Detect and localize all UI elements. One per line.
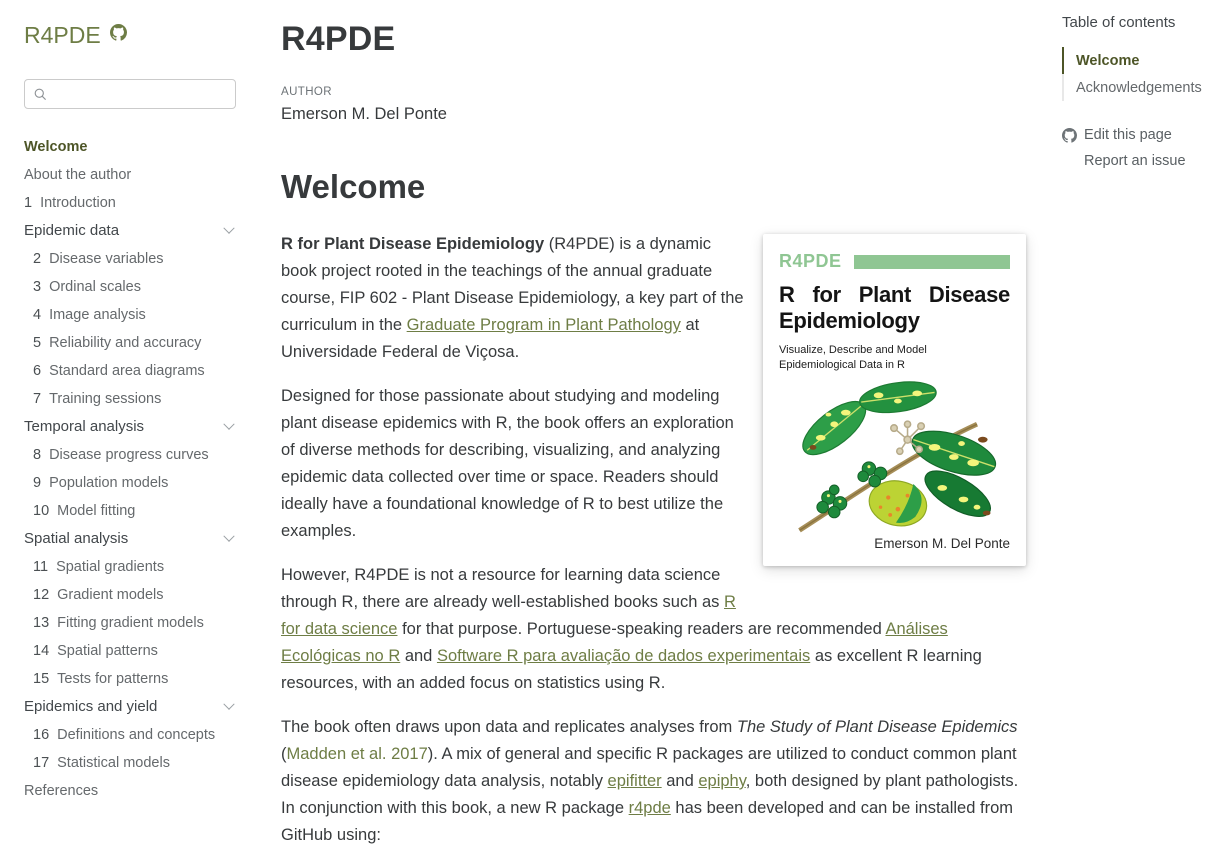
toc-link-edit-this-page[interactable] [1062,127,1214,143]
chapter-number: 13 [33,615,50,631]
github-icon [1062,128,1077,143]
chapter-number: 8 [33,447,42,463]
search-input[interactable] [54,86,226,102]
sidebar-item-definitions-and-concepts[interactable] [24,727,236,743]
text-segment: R for Plant Disease Epidemiology [281,235,545,253]
sidebar-item-label: Reliability and accuracy [49,335,202,351]
sidebar-item-population-models[interactable] [24,475,236,491]
sidebar-item-spatial-analysis[interactable] [24,531,236,547]
table-of-contents [1062,14,1214,179]
toc-item-welcome[interactable]: Welcome [1062,47,1214,74]
text-segment: The book often draws upon data and replicates analyses from [281,718,737,736]
sidebar-item-label: Disease variables [49,251,164,267]
sidebar-item-epidemic-data[interactable] [24,223,236,239]
sidebar-item-label: Welcome [24,139,88,155]
text-segment: The Study of Plant Disease Epidemics [736,718,1018,736]
text-segment: , both designed by plant pathologists. In conjunction with this book, a new R package [281,772,1019,817]
toc-item-acknowledgements[interactable]: Acknowledgements [1062,74,1214,101]
sidebar-item-image-analysis[interactable] [24,307,236,323]
sidebar-item-standard-area-diagrams[interactable] [24,363,236,379]
text-segment: has been developed and can be installed from GitHub using: [281,799,1013,844]
sidebar-item-label: Training sessions [49,391,162,407]
sidebar-item-label: Spatial analysis [24,530,129,547]
sidebar-item-label: Epidemics and yield [24,698,158,715]
sidebar-item-label: Standard area diagrams [49,363,205,379]
sidebar-item-spatial-patterns[interactable] [24,643,236,659]
sidebar-item-label: Temporal analysis [24,418,145,435]
chapter-number: 4 [33,307,42,323]
author-label: AUTHOR [281,86,332,98]
chapter-number: 6 [33,363,42,379]
sidebar-item-statistical-models[interactable] [24,755,236,771]
text-segment: Designed for those passionate about studying and modeling plant disease epidemics with R, the book offers an exploration of diverse methods for describing, visualizing, and analyzing epidemic data collected over time or space. Readers should ideally have a foundational knowledge of R to best utilize the examples. [281,387,734,540]
chevron-down-icon[interactable] [223,419,234,430]
text-segment: ( [281,745,287,763]
sidebar-item-epidemics-and-yield[interactable] [24,699,236,715]
sidebar-item-label: Tests for patterns [57,671,169,687]
cover-subtitle: Visualize, Describe and Model Epidemiological Data in R [779,343,927,371]
sidebar-item-label: Model fitting [57,503,136,519]
citation-link[interactable]: Madden et al. 2017 [286,745,428,763]
main-content [281,20,1026,866]
content-link[interactable]: Análises Ecológicas no R [281,620,948,665]
sidebar [24,22,236,811]
chapter-number: 15 [33,671,50,687]
cover-header [779,248,1010,275]
cover-brand-bar [854,255,1010,269]
chapter-number: 16 [33,727,50,743]
text-segment: and [661,772,699,790]
chapter-number: 9 [33,475,42,491]
site-logo[interactable]: R4PDE [24,22,101,48]
sidebar-item-introduction[interactable] [24,195,236,211]
sidebar-item-model-fitting[interactable] [24,503,236,519]
toc-nav [1062,47,1214,101]
toc-title: Table of contents [1062,14,1176,31]
book-cover [763,234,1026,566]
sidebar-item-label: Image analysis [49,307,146,323]
sidebar-nav [24,139,236,799]
sidebar-item-label: Epidemic data [24,222,120,239]
sidebar-item-reliability-and-accuracy[interactable] [24,335,236,351]
sidebar-item-gradient-models[interactable] [24,587,236,603]
sidebar-item-ordinal-scales[interactable] [24,279,236,295]
content-link[interactable]: R for data science [281,593,736,638]
chevron-down-icon[interactable] [223,223,234,234]
chapter-number: 7 [33,391,42,407]
plant-illustration-image [783,376,1007,540]
toc-link-label: Report an issue [1084,153,1186,169]
sidebar-header [24,22,236,49]
book-title: R4PDE [281,20,396,58]
chapter-number: 1 [24,195,33,211]
text-segment: However, R4PDE is not a resource for learning data science through R, there are already well-established books such as [281,566,724,611]
text-segment: at Universidade Federal de Viçosa. [281,316,700,361]
sidebar-item-welcome[interactable] [24,139,236,155]
cover-title: R for Plant Disease Epidemiology [779,282,1010,334]
sidebar-item-references[interactable] [24,783,236,799]
sidebar-item-label: Spatial gradients [56,559,165,575]
sidebar-item-label: Disease progress curves [49,447,209,463]
sidebar-item-label: Definitions and concepts [57,727,216,743]
content-link[interactable]: Software R para avaliação de dados experimentais [436,647,811,665]
sidebar-item-label: Population models [49,475,169,491]
text-segment: and [400,647,437,665]
content-link[interactable]: epiphy [698,772,746,790]
content-link[interactable]: epifitter [607,772,662,790]
search-box[interactable] [24,79,236,109]
sidebar-item-about-the-author[interactable] [24,167,236,183]
sidebar-item-label: Fitting gradient models [57,615,204,631]
sidebar-item-label: References [24,783,99,799]
paragraph [281,714,1026,849]
toc-link-label: Edit this page [1084,127,1172,143]
author-name: Emerson M. Del Ponte [281,105,447,123]
search-icon [34,88,47,101]
chapter-number: 14 [33,643,50,659]
chapter-number: 12 [33,587,50,603]
sidebar-item-disease-progress-curves[interactable] [24,447,236,463]
text-segment: (R4PDE) is a dynamic book project rooted in the teachings of the annual graduate course, FIP 602 - Plant Disease Epidemiology, a key part of the curriculum in the [281,235,744,334]
chapter-number: 3 [33,279,42,295]
sidebar-item-label: Gradient models [57,587,164,603]
chevron-down-icon[interactable] [223,699,234,710]
paragraph [281,562,1026,697]
chapter-number: 10 [33,503,50,519]
content-body [281,231,1026,849]
text-segment: for that purpose. Portuguese-speaking readers are recommended [397,620,886,638]
github-icon[interactable] [110,24,127,41]
sidebar-item-spatial-gradients[interactable] [24,559,236,575]
chevron-down-icon[interactable] [223,531,234,542]
content-link[interactable]: Graduate Program in Plant Pathology [406,316,681,334]
toc-link-report-an-issue[interactable] [1062,153,1214,169]
chapter-number: 2 [33,251,42,267]
content-link[interactable]: r4pde [628,799,671,817]
sidebar-item-training-sessions[interactable] [24,391,236,407]
text-segment: as excellent R learning resources, with an added focus on statistics using R. [281,647,982,692]
sidebar-item-disease-variables[interactable] [24,251,236,267]
sidebar-item-fitting-gradient-models[interactable] [24,615,236,631]
sidebar-item-temporal-analysis[interactable] [24,419,236,435]
sidebar-item-label: Introduction [40,195,116,211]
sidebar-item-label: Statistical models [57,755,170,771]
cover-brand: R4PDE [779,251,842,271]
sidebar-item-label: Spatial patterns [57,643,158,659]
chapter-number: 5 [33,335,42,351]
cover-author: Emerson M. Del Ponte [874,536,1010,551]
toc-links [1062,127,1214,169]
text-segment: ). A mix of general and specific R packages are utilized to conduct common plant disease epidemiology data analysis, notably [281,745,1017,790]
sidebar-item-tests-for-patterns[interactable] [24,671,236,687]
chapter-number: 17 [33,755,50,771]
welcome-heading: Welcome [281,168,426,205]
sidebar-item-label: Ordinal scales [49,279,141,295]
chapter-number: 11 [33,559,49,575]
sidebar-item-label: About the author [24,167,132,183]
